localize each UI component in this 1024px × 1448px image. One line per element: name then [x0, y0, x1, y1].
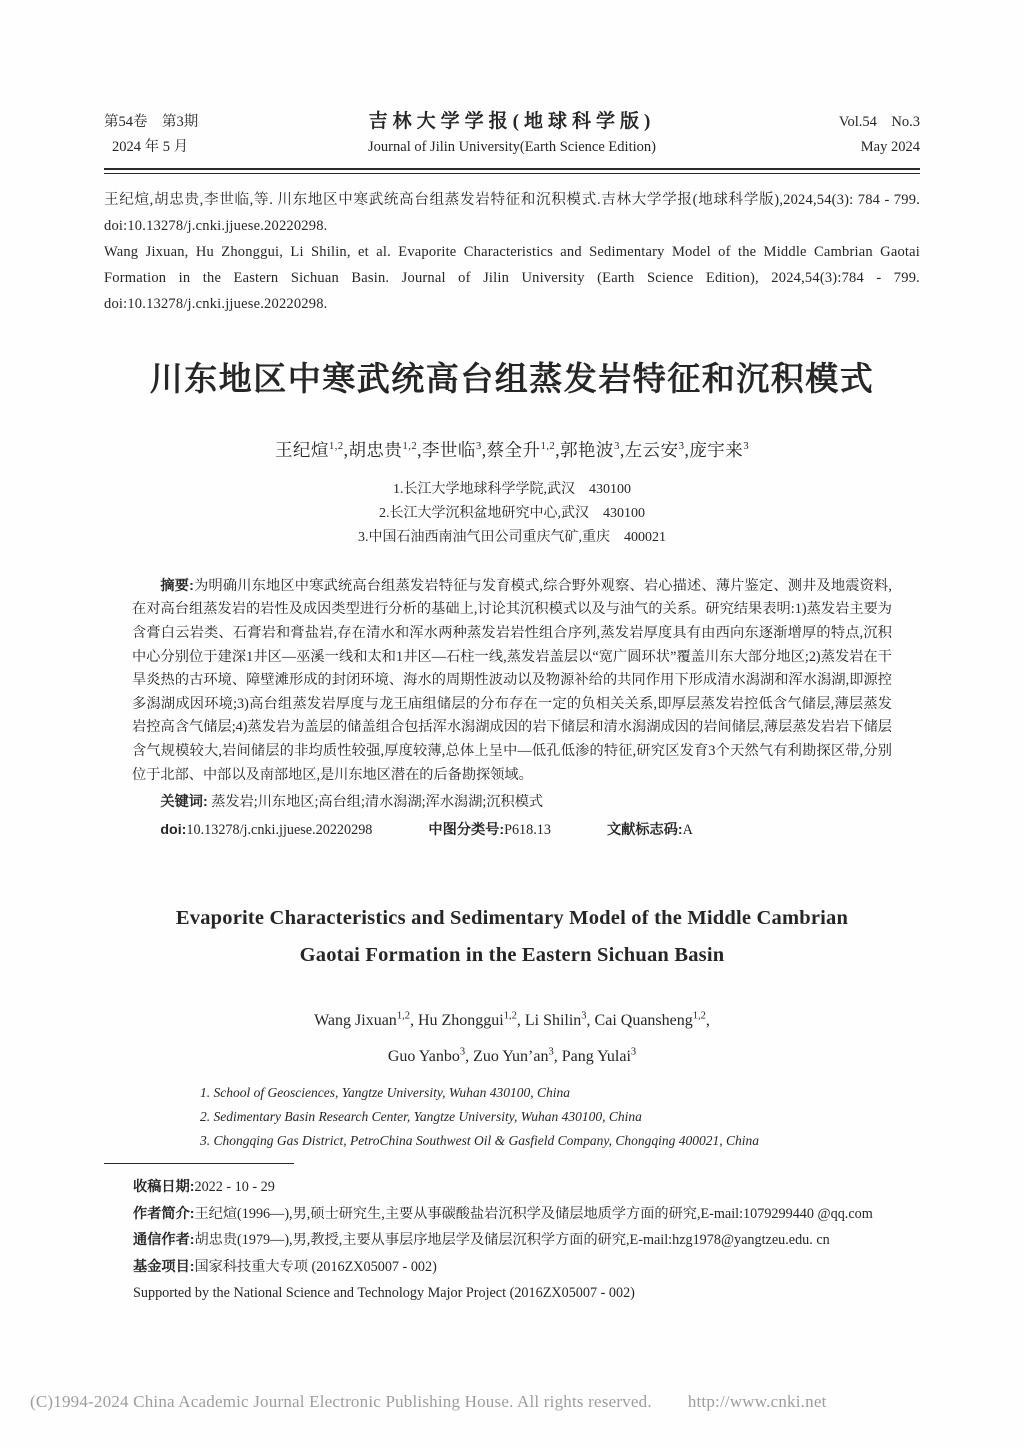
- journal-title-en: Journal of Jilin University(Earth Science Edition): [368, 139, 656, 155]
- affiliation-cn: 3.中国石油西南油气田公司重庆气矿,重庆 400021: [358, 529, 666, 545]
- page-content: [104, 0, 920, 1307]
- affiliations-en: [200, 1081, 920, 1153]
- author-en: Li Shilin$^3$,: [524, 1010, 595, 1029]
- author-affil-superscript: 3: [678, 441, 685, 452]
- affiliation-en: 1. School of Geosciences, Yangtze University, Wuhan 430100, China: [200, 1085, 570, 1101]
- author-en: Cai Quansheng$^{1,2}$,: [594, 1010, 710, 1029]
- journal-header-center: [274, 110, 750, 160]
- authors-en-row2: [104, 1037, 920, 1073]
- author-bio: [133, 1201, 920, 1228]
- authors-cn: [104, 433, 920, 464]
- citation-en: Wang Jixuan, Hu Zhonggui, Li Shilin, et al. Evaporite Characteristics and Sedimentary Model of the Middle Cambrian Gaotai Formation in the Eastern Sichuan Basin. Journal of Jilin University (Earth Science Edition), 2024,54(3):784 - 799. doi:10.13278/j.cnki.jjuese.20220298.: [104, 244, 920, 312]
- fund-project: [133, 1254, 920, 1281]
- footnotes: [133, 1174, 920, 1307]
- abstract-block: [132, 575, 892, 843]
- fund-project-text: 国家科技重大专项 (2016ZX05007 - 002): [194, 1258, 437, 1275]
- author-affil-superscript: 3: [459, 1046, 466, 1058]
- author-affil-superscript: 1,2: [396, 1010, 410, 1022]
- volume-issue-en: Vol.54 No.3: [838, 114, 920, 130]
- affiliation-cn: 1.长江大学地球科学学院,武汉 430100: [393, 481, 631, 497]
- journal-header-left: [104, 110, 274, 160]
- journal-header: [104, 0, 920, 160]
- author-affil-superscript: 3: [743, 441, 750, 452]
- author-affil-superscript: 1,2: [503, 1010, 517, 1022]
- citation-block: [104, 187, 920, 317]
- affiliations-cn: [104, 478, 920, 550]
- clc-number: [428, 822, 551, 838]
- journal-title-cn: 吉林大学学报(地球科学版): [368, 111, 656, 132]
- author-affil-superscript: 1,2: [692, 1010, 706, 1022]
- publish-date-en: May 2024: [860, 139, 920, 155]
- document-code: [607, 822, 693, 838]
- doi-label: doi:: [160, 821, 187, 838]
- author-affil-superscript: 3: [548, 1046, 554, 1058]
- corresponding-author-text: 胡忠贵(1979—),男,教授,主要从事层序地层学及储层沉积学方面的研究,E-mail:hzg1978@yangtzeu.edu. cn: [194, 1232, 830, 1249]
- author-affil-superscript: 1,2: [540, 441, 556, 452]
- volume-issue-cn: 第54卷 第3期: [104, 114, 199, 130]
- citation-cn: 王纪煊,胡忠贵,李世临,等. 川东地区中寒武统高台组蒸发岩特征和沉积模式.吉林大学学报(地球科学版),2024,54(3): 784 - 799. doi:10.13278/j.cnki.jjuese.20220298.: [104, 192, 920, 234]
- doi-clc-line: [132, 819, 892, 843]
- header-divider: [104, 168, 920, 174]
- keywords: [132, 791, 892, 815]
- author-cn: 蔡全升$^{1,2}$,: [486, 439, 561, 460]
- received-date-value: 2022 - 10 - 29: [194, 1179, 275, 1196]
- keywords-label: 关键词:: [160, 794, 208, 811]
- article-title-cn: 川东地区中寒武统高台组蒸发岩特征和沉积模式: [149, 360, 875, 397]
- author-cn: 李世临$^3$,: [421, 439, 487, 460]
- abstract-text: 为明确川东地区中寒武统高台组蒸发岩特征与发育模式,综合野外观察、岩心描述、薄片鉴定、测井及地震资料,在对高台组蒸发岩的岩性及成因类型进行分析的基础上,讨论其沉积模式以及与油气的关系。研究结果表明:1)蒸发岩主要为含膏白云岩类、石膏岩和膏盐岩,存在清水和浑水两种蒸发岩岩性组合序列,蒸发岩厚度具有由西向东逐渐增厚的特点,沉积中心分别位于建深1井区—巫溪一线和太和1井区—石柱一线,蒸发岩盖层以“宽广圆环状”覆盖川东大部分地区;2)蒸发岩在干旱炎热的古环境、障壁滩形成的封闭环境、海水的周期性波动以及物源补给的共同作用下形成清水潟湖和浑水潟湖,即源控多潟湖成因环境;3)高台组蒸发岩厚度与龙王庙组储层的分布存在一定的负相关关系,即厚层蒸发岩控低含气储层,薄层蒸发岩控高含气储层;4)蒸发岩为盖层的储盖组合包括浑水潟湖成因的岩下储层和清水潟湖成因的岩间储层,薄层蒸发岩岩下储层含气规模较大,岩间储层的非均质性较强,厚度较薄,总体上呈中—低孔低渗的特征,研究区发育3个天然气有利勘探区带,分别位于北部、中部以及南部地区,是川东地区潜在的后备勘探领域。: [132, 577, 892, 783]
- fund-project-label: 基金项目:: [133, 1258, 195, 1275]
- author-affil-superscript: 3: [475, 441, 482, 452]
- author-en: Guo Yanbo$^3$,: [387, 1046, 474, 1066]
- author-affil-superscript: 3: [614, 441, 620, 452]
- author-cn: 王纪煊$^{1,2}$,: [274, 439, 349, 460]
- author-en: Zuo $Yun’an^3$,: [473, 1046, 562, 1066]
- received-date: [133, 1174, 920, 1201]
- abstract: [132, 575, 892, 787]
- copyright-text: (C)1994-2024 China Academic Journal Electronic Publishing House. All rights reserved.: [30, 1392, 652, 1411]
- received-date-label: 收稿日期:: [133, 1179, 195, 1196]
- author-cn: 郭艳波$^3$,: [560, 439, 625, 460]
- affiliation-cn: 2.长江大学沉积盆地研究中心,武汉 430100: [379, 505, 645, 521]
- author-en: Hu Zhonggui$^{1,2}$,: [417, 1010, 525, 1029]
- journal-header-right: [750, 110, 920, 160]
- clc-value: P618.13: [504, 821, 551, 838]
- document-code-value: A: [682, 821, 693, 838]
- corresponding-author: [133, 1227, 920, 1254]
- author-affil-superscript: 3: [581, 1010, 587, 1022]
- article-title-en-line2: Gaotai Formation in the Eastern Sichuan Basin: [299, 944, 725, 967]
- doi-value: 10.13278/j.cnki.jjuese.20220298: [186, 821, 373, 838]
- keywords-text: 蒸发岩;川东地区;高台组;清水潟湖;浑水潟湖;沉积模式: [207, 794, 544, 811]
- author-affil-superscript: 1,2: [402, 441, 418, 452]
- authors-en: [104, 1000, 920, 1073]
- footnote-divider: [104, 1163, 294, 1164]
- authors-en-row1: [104, 1000, 920, 1036]
- author-affil-superscript: 1,2: [328, 441, 344, 452]
- affiliation-en: 2. Sedimentary Basin Research Center, Yangtze University, Wuhan 430100, China: [200, 1109, 642, 1125]
- author-cn: 胡忠贵$^{1,2}$,: [348, 439, 422, 460]
- affiliation-en: 3. Chongqing Gas District, PetroChina Southwest Oil & Gasfield Company, Chongqing 400021, China: [200, 1133, 760, 1149]
- author-bio-text: 王纪煊(1996—),男,硕士研究生,主要从事碳酸盐岩沉积学及储层地质学方面的研究,E-mail:1079299440 @qq.com: [194, 1205, 873, 1222]
- author-en: Wang Jixuan$^{1,2}$,: [314, 1010, 418, 1029]
- corresponding-author-label: 通信作者:: [133, 1232, 195, 1249]
- doi: [160, 822, 372, 838]
- author-en: Pang Yulai$^3$: [561, 1046, 637, 1066]
- article-title-en-line1: Evaporite Characteristics and Sedimentary Model of the Middle Cambrian: [175, 907, 849, 930]
- abstract-label: 摘要:: [160, 577, 194, 594]
- author-cn: 左云安$^3$,: [624, 439, 690, 460]
- article-title-en: [104, 900, 920, 974]
- author-affil-superscript: 3: [630, 1046, 637, 1058]
- document-code-label: 文献标志码:: [606, 821, 683, 838]
- author-bio-label: 作者简介:: [133, 1205, 195, 1222]
- cnki-url: http://www.cnki.net: [687, 1392, 827, 1411]
- cnki-copyright: [30, 1392, 827, 1412]
- publish-date-cn: 2024 年 5 月: [112, 139, 189, 155]
- clc-label: 中图分类号:: [428, 821, 505, 838]
- author-cn: 庞宇来$^3$: [689, 439, 750, 460]
- fund-project-en: Supported by the National Science and Technology Major Project (2016ZX05007 - 002): [133, 1285, 635, 1302]
